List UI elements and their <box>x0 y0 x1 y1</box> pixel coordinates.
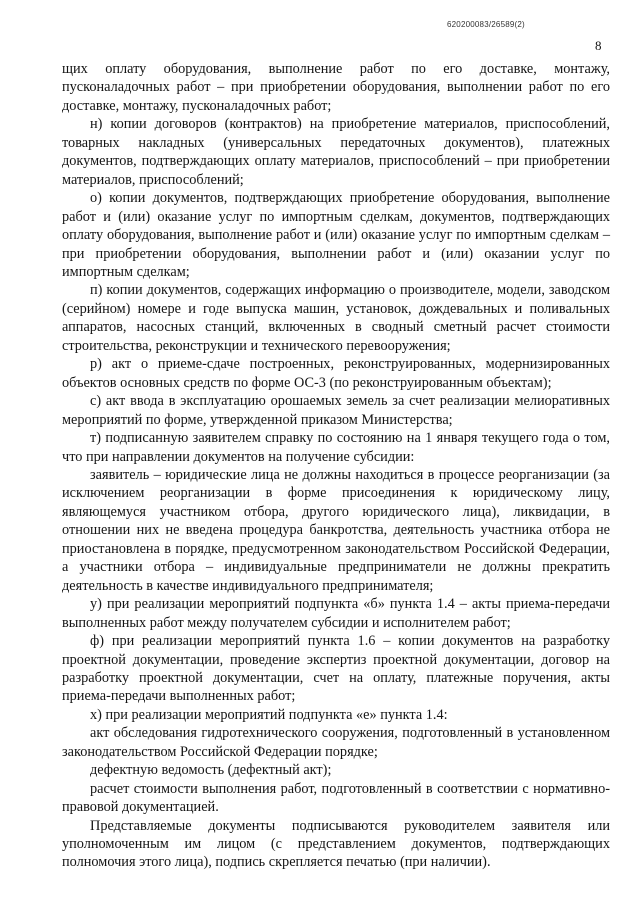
paragraph: расчет стоимости выполнения работ, подготовленный в соответствии с нормативно-правовой документацией. <box>62 780 610 816</box>
paragraph: дефектную ведомость (дефектный акт); <box>90 762 332 779</box>
paragraph: п) копии документов, содержащих информацию о производителе, модели, заводском (серийном) номере и годе выпуска машин, установок, дождевальных и поливальных аппаратов, насосных станций, включенных в сводный сметный расчет стоимости строительства, реконструкции и технического перевооружения; <box>62 282 610 354</box>
paragraph: щих оплату оборудования, выполнение работ по его доставке, монтажу, пусконаладочных работ – при приобретении оборудования, выполнении работ по его доставке, монтажу, пусконаладочных работ; <box>62 61 610 114</box>
paragraph: т) подписанную заявителем справку по состоянию на 1 января текущего года о том, что при направлении документов на получение субсидии: <box>62 430 610 465</box>
paragraph: акт обследования гидротехнического сооружения, подготовленный в установленном законодательством Российской Федерации порядке; <box>62 725 610 760</box>
paragraph: о) копии документов, подтверждающих приобретение оборудования, выполнение работ и (или) оказание услуг по импортным сделкам, документов, подтверждающих оплату оборудования, выполнение работ и (или) оказание услуг по импортным сделкам – при приобретении оборудования, выполнении работ и (или) оказании услуг по импортным сделкам; <box>62 190 610 280</box>
document-id: 620200083/26589(2) <box>447 20 525 29</box>
paragraph: Представляемые документы подписываются руководителем заявителя или уполномоченным им лицом (с представлением документов, подтверждающих полномочия этого лица), подпись скрепляется печатью (при наличии). <box>62 817 610 871</box>
paragraph: х) при реализации мероприятий подпункта «е» пункта 1.4: <box>90 706 448 723</box>
paragraph: у) при реализации мероприятий подпункта «б» пункта 1.4 – акты приема-передачи выполненных работ между получателем субсидии и исполнителем работ; <box>62 596 610 631</box>
paragraph: р) акт о приеме-сдаче построенных, реконструированных, модернизированных объектов основных средств по форме ОС-3 (по реконструированным объектам); <box>62 356 610 391</box>
document-body <box>62 60 610 872</box>
paragraph: ф) при реализации мероприятий пункта 1.6 – копии документов на разработку проектной документации, проведение экспертиз проектной документации, договор на разработку проектной документации, счет на оплату, платежные поручения, акты приема-передачи выполненных работ; <box>62 633 610 705</box>
page-number: 8 <box>595 38 602 53</box>
paragraph: заявитель – юридические лица не должны находиться в процессе реорганизации (за исключением реорганизации в форме присоединения к юридическому лицу, являющемуся участником отбора, другого юридического лица), ликвидации, в отношении них не введена процедура банкротства, деятельность участника отбора не приостановлена в порядке, предусмотренном законодательством Российской Федерации, а участники отбора – индивидуальные предприниматели не должны прекратить деятельность в качестве индивидуального предпринимателя; <box>62 466 610 594</box>
paragraph: н) копии договоров (контрактов) на приобретение материалов, приспособлений, товарных накладных (универсальных передаточных документов), платежных документов, подтверждающих оплату материалов, приспособлений – при приобретении материалов, приспособлений; <box>62 116 610 188</box>
paragraph: с) акт ввода в эксплуатацию орошаемых земель за счет реализации мелиоративных мероприятий по форме, утвержденной приказом Министерства; <box>62 393 610 428</box>
